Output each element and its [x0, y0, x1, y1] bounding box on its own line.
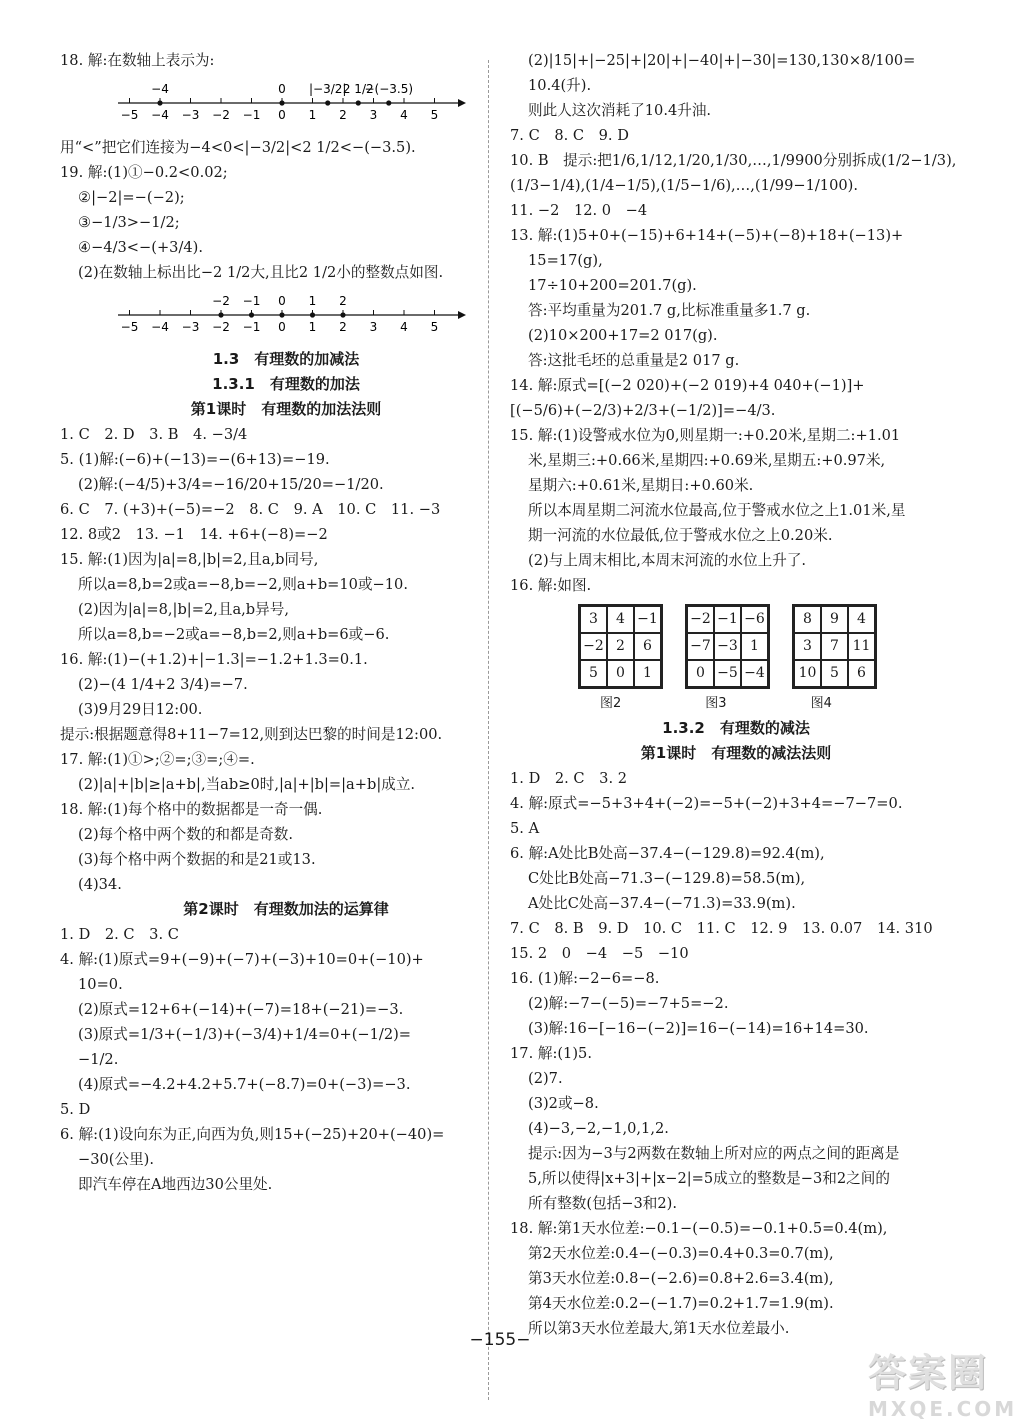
- answer-line: 答:这批毛坯的总重量是2 017 g.: [528, 352, 740, 369]
- answer-line: 4. 解:原式=−5+3+4+(−2)=−5+(−2)+3+4=−7−7=0.: [510, 795, 903, 812]
- answer-line: (2)每个格中两个数的和都是奇数.: [78, 826, 294, 843]
- grid-cell: −3: [714, 633, 741, 660]
- answer-line: 15. 2 0 −4 −5 −10: [510, 945, 689, 962]
- magic-grids: [510, 604, 962, 689]
- grid-cell: 5: [821, 660, 848, 687]
- answer-line: (2)解:−7−(−5)=−7+5=−2.: [528, 995, 729, 1012]
- answer-line: 1. C 2. D 3. B 4. −3/4: [60, 426, 248, 443]
- answer-line: 5. (1)解:(−6)+(−13)=−(6+13)=−19.: [60, 451, 330, 468]
- section-heading: 第1课时 有理数的加法法则: [190, 400, 382, 418]
- grid-cell: 4: [607, 606, 634, 633]
- number-grid: [578, 604, 663, 689]
- point-mark: [279, 312, 284, 317]
- answer-line: 7. C 8. C 9. D: [510, 127, 629, 144]
- grid-cell: −1: [714, 606, 741, 633]
- tick-label: 3: [369, 108, 378, 122]
- number-grid: [792, 604, 877, 689]
- point-mark: [310, 312, 315, 317]
- grid-cell: 0: [687, 660, 714, 687]
- answer-line: 13. 解:(1)5+0+(−15)+6+14+(−5)+(−8)+18+(−13)+: [510, 227, 904, 244]
- grid-cell: 8: [794, 606, 821, 633]
- answer-line: 6. C 7. (+3)+(−5)=−2 8. C 9. A 10. C 11. −3: [60, 501, 441, 518]
- answer-line: (3)每个格中两个数据的和是21或13.: [78, 851, 316, 868]
- answer-line: (2)在数轴上标出比−2 1/2大,且比2 1/2小的整数点如图.: [78, 264, 444, 281]
- answer-line: 6. 解:(1)设向东为正,向西为负,则15+(−25)+20+(−40)=: [60, 1126, 445, 1143]
- answer-line: 则此人这次消耗了10.4升油.: [528, 102, 712, 119]
- answer-line: (4)34.: [78, 876, 122, 893]
- answer-line: 15=17(g),: [528, 252, 603, 269]
- answer-line: (1/3−1/4),(1/4−1/5),(1/5−1/6),…,(1/99−1/100).: [510, 177, 858, 194]
- point-label: |−3/2|: [309, 82, 347, 96]
- answer-line: (2)与上周末相比,本周末河流的水位上升了.: [528, 552, 807, 569]
- grid-cell: 4: [848, 606, 875, 633]
- answer-line: 所以a=8,b=2或a=−8,b=−2,则a+b=10或−10.: [78, 576, 408, 593]
- tick-label: −3: [181, 320, 200, 334]
- answer-line: ③−1/3>−1/2;: [78, 214, 180, 231]
- point-label: 2: [339, 294, 347, 308]
- point-mark: [157, 100, 162, 105]
- section-heading: 第1课时 有理数的减法法则: [640, 744, 832, 762]
- answer-line: 18. 解:第1天水位差:−0.1−(−0.5)=−0.1+0.5=0.4(m),: [510, 1220, 888, 1237]
- answer-line: 所以a=8,b=−2或a=−8,b=2,则a+b=6或−6.: [78, 626, 390, 643]
- tick-label: 2: [339, 108, 347, 122]
- answer-line: 答:平均重量为201.7 g,比标准重量多1.7 g.: [528, 302, 811, 319]
- answer-line: 第4天水位差:0.2−(−1.7)=0.2+1.7=1.9(m).: [528, 1295, 834, 1312]
- answer-line: 18. 解:(1)每个格中的数据都是一奇一偶.: [60, 801, 323, 818]
- point-label: 0: [278, 82, 286, 96]
- watermark-text: 答案圈: [868, 1351, 989, 1395]
- answer-line: 15. 解:(1)设警戒水位为0,则星期一:+0.20米,星期二:+1.01: [510, 427, 901, 444]
- axis-arrow: [458, 311, 466, 319]
- grid-cell: −1: [634, 606, 661, 633]
- answer-line: (2)10×200+17=2 017(g).: [528, 327, 718, 344]
- answer-line: 16. 解:(1)−(+1.2)+|−1.3|=−1.2+1.3=0.1.: [60, 651, 368, 668]
- point-label: −1: [242, 294, 261, 308]
- tick-label: 0: [278, 108, 286, 122]
- grid-cell: −2: [687, 606, 714, 633]
- point-mark: [340, 312, 345, 317]
- watermark-logo: [868, 1342, 1017, 1421]
- answer-line: (3)解:16−[−16−(−2)]=16−(−14)=16+14=30.: [528, 1020, 869, 1037]
- answer-line: 第3天水位差:0.8−(−2.6)=0.8+2.6=3.4(m),: [528, 1270, 834, 1287]
- tick-label: 5: [430, 108, 439, 122]
- tick-label: −2: [212, 108, 230, 122]
- grid-cell: 5: [580, 660, 607, 687]
- grid-cell: −7: [687, 633, 714, 660]
- answer-line: 18. 解:在数轴上表示为:: [60, 52, 215, 69]
- answer-line: 米,星期三:+0.66米,星期四:+0.69米,星期五:+0.97米,: [528, 452, 886, 469]
- answer-line: 10.4(升).: [528, 77, 592, 94]
- grid-cell: −6: [741, 606, 768, 633]
- answer-line: (4)−3,−2,−1,0,1,2.: [528, 1120, 669, 1137]
- point-mark: [279, 100, 284, 105]
- answer-line: 4. 解:(1)原式=9+(−9)+(−7)+(−3)+10=0+(−10)+: [60, 951, 424, 968]
- answer-line: 1. D 2. C 3. C: [60, 926, 179, 943]
- point-mark: [356, 100, 361, 105]
- grid-cell: 6: [848, 660, 875, 687]
- page-number: −155−: [469, 1330, 531, 1350]
- grid-cell: 10: [794, 660, 821, 687]
- grid-captions: [510, 691, 962, 716]
- point-label: −(−3.5): [364, 82, 414, 96]
- section-heading: 1.3 有理数的加减法: [212, 350, 360, 368]
- tick-label: 2: [339, 320, 347, 334]
- left-column: [60, 48, 512, 1197]
- section-heading: 1.3.1 有理数的加法: [212, 375, 360, 393]
- tick-label: −2: [212, 320, 230, 334]
- answer-line: 10=0.: [78, 976, 123, 993]
- grid-cell: 2: [607, 633, 634, 660]
- answer-line: 所以第3天水位差最大,第1天水位差最小.: [528, 1320, 790, 1337]
- answer-line: 12. 8或2 13. −1 14. +6+(−8)=−2: [60, 526, 328, 543]
- answer-line: 提示:因为−3与2两数在数轴上所对应的两点之间的距离是: [528, 1145, 900, 1162]
- grid-cell: 3: [580, 606, 607, 633]
- grid-cell: 9: [821, 606, 848, 633]
- tick-label: 1: [308, 108, 317, 122]
- answer-line: 16. (1)解:−2−6=−8.: [510, 970, 660, 987]
- answer-line: (4)原式=−4.2+4.2+5.7+(−8.7)=0+(−3)=−3.: [78, 1076, 411, 1093]
- grid-cell: −4: [741, 660, 768, 687]
- answer-line: 提示:根据题意得8+11−7=12,则到达巴黎的时间是12:00.: [60, 726, 443, 743]
- point-mark: [249, 312, 254, 317]
- answer-line: (2)原式=12+6+(−14)+(−7)=18+(−21)=−3.: [78, 1001, 404, 1018]
- answer-line: 6. 解:A处比B处高−37.4−(−129.8)=92.4(m),: [510, 845, 825, 862]
- point-label: 1: [308, 294, 317, 308]
- grid-caption: 图2: [600, 696, 622, 711]
- answer-line: 17. 解:(1)①>;②=;③=;④=.: [60, 751, 255, 768]
- tick-label: −4: [151, 320, 169, 334]
- grid-cell: 1: [741, 633, 768, 660]
- answer-line: 5. A: [510, 820, 540, 837]
- tick-label: 0: [278, 320, 286, 334]
- answer-line: 11. −2 12. 0 −4: [510, 202, 648, 219]
- grid-caption: 图3: [705, 696, 727, 711]
- answer-line: ②|−2|=−(−2);: [78, 189, 185, 206]
- answer-line: −30(公里).: [78, 1151, 155, 1168]
- answer-line: A处比C处高−37.4−(−71.3)=33.9(m).: [528, 895, 796, 912]
- answer-line: 所以本周星期二河流水位最高,位于警戒水位之上1.01米,星: [528, 502, 906, 519]
- column-divider: [488, 60, 489, 1400]
- section-heading: 1.3.2 有理数的减法: [662, 719, 810, 737]
- tick-label: −1: [242, 108, 261, 122]
- tick-label: 4: [400, 108, 408, 122]
- answer-line: (2)解:(−4/5)+3/4=−16/20+15/20=−1/20.: [78, 476, 384, 493]
- grid-cell: 1: [634, 660, 661, 687]
- answer-line: 即汽车停在A地西边30公里处.: [78, 1176, 273, 1193]
- tick-label: 5: [430, 320, 439, 334]
- tick-label: −5: [120, 108, 139, 122]
- answer-line: (2)|15|+|−25|+|20|+|−40|+|−30|=130,130×8/100=: [528, 52, 916, 69]
- grid-caption: 图4: [810, 696, 832, 711]
- tick-label: −5: [120, 320, 139, 334]
- grid-cell: 3: [794, 633, 821, 660]
- answer-line: 17÷10+200=201.7(g).: [528, 277, 697, 294]
- tick-label: −4: [151, 108, 169, 122]
- point-mark: [386, 100, 391, 105]
- answer-line: ④−4/3<−(+3/4).: [78, 239, 203, 256]
- tick-label: 1: [308, 320, 317, 334]
- answer-line: 10. B 提示:把1/6,1/12,1/20,1/30,…,1/9900分别拆成(1/2−1/3),: [510, 152, 957, 169]
- grid-cell: 6: [634, 633, 661, 660]
- tick-label: 3: [369, 320, 378, 334]
- number-line: [60, 285, 512, 347]
- point-label: −4: [151, 82, 169, 96]
- answer-line: 5,所以使得|x+3|+|x−2|=5成立的整数是−3和2之间的: [528, 1170, 890, 1187]
- axis-arrow: [458, 99, 466, 107]
- point-label: 2 1/2: [342, 82, 374, 96]
- answer-line: (2)−(4 1/4+2 3/4)=−7.: [78, 676, 248, 693]
- right-column: [510, 48, 962, 1341]
- answer-line: 7. C 8. B 9. D 10. C 11. C 12. 9 13. 0.07 14. 310: [510, 920, 933, 937]
- tick-label: 4: [400, 320, 408, 334]
- tick-label: −1: [242, 320, 261, 334]
- answer-line: (3)原式=1/3+(−1/3)+(−3/4)+1/4=0+(−1/2)=: [78, 1026, 412, 1043]
- answer-line: [(−5/6)+(−2/3)+2/3+(−1/2)]=−4/3.: [510, 402, 776, 419]
- grid-cell: −2: [580, 633, 607, 660]
- answer-line: 19. 解:(1)①−0.2<0.02;: [60, 164, 228, 181]
- answer-line: 1. D 2. C 3. 2: [510, 770, 628, 787]
- answer-line: 17. 解:(1)5.: [510, 1045, 592, 1062]
- grid-cell: −5: [714, 660, 741, 687]
- tick-label: −3: [181, 108, 200, 122]
- answer-line: 5. D: [60, 1101, 91, 1118]
- number-line: [60, 73, 512, 135]
- section-heading: 第2课时 有理数加法的运算律: [183, 900, 389, 918]
- answer-line: 所有整数(包括−3和2).: [528, 1195, 677, 1212]
- watermark-url: MXQE.COM: [868, 1397, 1017, 1421]
- answer-line: (3)9月29日12:00.: [78, 701, 203, 718]
- grid-cell: 7: [821, 633, 848, 660]
- answer-line: (2)|a|+|b|≥|a+b|,当ab≥0时,|a|+|b|=|a+b|成立.: [78, 776, 416, 793]
- point-label: −2: [212, 294, 230, 308]
- answer-line: (3)2或−8.: [528, 1095, 599, 1112]
- answer-line: C处比B处高−71.3−(−129.8)=58.5(m),: [528, 870, 806, 887]
- answer-line: 星期六:+0.61米,星期日:+0.60米.: [528, 477, 754, 494]
- answer-line: 16. 解:如图.: [510, 577, 592, 594]
- point-mark: [218, 312, 223, 317]
- answer-line: 15. 解:(1)因为|a|=8,|b|=2,且a,b同号,: [60, 551, 319, 568]
- answer-line: 用“<”把它们连接为−4<0<|−3/2|<2 1/2<−(−3.5).: [60, 139, 416, 156]
- grid-cell: 0: [607, 660, 634, 687]
- answer-line: −1/2.: [78, 1051, 119, 1068]
- point-mark: [325, 100, 330, 105]
- grid-cell: 11: [848, 633, 875, 660]
- answer-line: 期一河流的水位最低,位于警戒水位之上0.20米.: [528, 527, 833, 544]
- answer-line: 14. 解:原式=[(−2 020)+(−2 019)+4 040+(−1)]+: [510, 377, 865, 394]
- answer-line: (2)7.: [528, 1070, 563, 1087]
- number-grid: [685, 604, 770, 689]
- answer-line: 第2天水位差:0.4−(−0.3)=0.4+0.3=0.7(m),: [528, 1245, 834, 1262]
- point-label: 0: [278, 294, 286, 308]
- answer-line: (2)因为|a|=8,|b|=2,且a,b异号,: [78, 601, 289, 618]
